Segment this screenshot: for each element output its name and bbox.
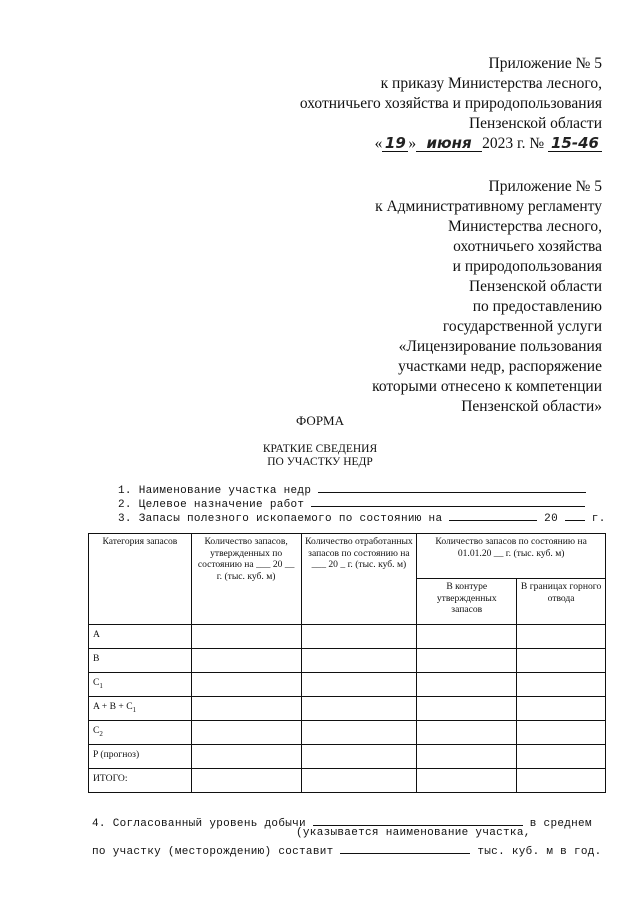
- value-cell[interactable]: [301, 745, 417, 769]
- category-label: B: [93, 652, 100, 664]
- header-line: охотничьего хозяйства: [453, 238, 602, 255]
- item-4-line-2-suffix: тыс. куб. м в год.: [477, 846, 602, 858]
- value-cell[interactable]: [301, 697, 417, 721]
- category-label: A + B + C: [93, 700, 133, 712]
- form-title: ФОРМА: [296, 413, 344, 428]
- value-cell[interactable]: [417, 745, 517, 769]
- value-cell[interactable]: [191, 649, 301, 673]
- value-cell[interactable]: [191, 745, 301, 769]
- item-3-year: 20: [544, 513, 558, 525]
- category-cell: [89, 697, 192, 721]
- date-day-handwritten: 19: [382, 135, 408, 152]
- value-cell[interactable]: [417, 649, 517, 673]
- header-line: Министерства лесного,: [448, 218, 602, 235]
- item-3-label: 3. Запасы полезного ископаемого по состоянию на: [118, 513, 443, 525]
- category-subscript: 1: [99, 681, 103, 690]
- value-cell[interactable]: [417, 625, 517, 649]
- category-cell: [89, 625, 192, 649]
- category-cell: [89, 649, 192, 673]
- item-3-year-blank[interactable]: [565, 509, 585, 521]
- item-3-suffix: г.: [591, 513, 606, 525]
- category-label: C: [93, 676, 100, 688]
- item-4-volume-blank[interactable]: [340, 842, 470, 854]
- value-cell[interactable]: [301, 769, 417, 793]
- header-line: «Лицензирование пользования: [398, 338, 602, 355]
- header-line: государственной услуги: [442, 318, 602, 335]
- header-line: Пензенской области: [468, 278, 602, 295]
- value-cell[interactable]: [301, 649, 417, 673]
- appendix-order-header: [300, 54, 602, 154]
- table-row-total: [89, 769, 606, 793]
- category-cell: [89, 721, 192, 745]
- header-line: Пензенской области: [468, 115, 602, 132]
- value-cell[interactable]: [191, 697, 301, 721]
- table-row: [89, 625, 606, 649]
- value-cell[interactable]: [191, 769, 301, 793]
- item-2-label: 2. Целевое назначение работ: [118, 499, 305, 511]
- value-cell[interactable]: [301, 673, 417, 697]
- value-cell[interactable]: [517, 745, 606, 769]
- table-header-row: [89, 534, 606, 579]
- header-line: к Административному регламенту: [375, 198, 602, 215]
- item-4-blank[interactable]: [313, 814, 523, 826]
- header-line: Приложение № 5: [488, 178, 602, 195]
- value-cell[interactable]: [517, 673, 606, 697]
- subtitle-line-1: КРАТКИЕ СВЕДЕНИЯ: [262, 443, 378, 455]
- value-cell[interactable]: [517, 721, 606, 745]
- subtitle-line-2: ПО УЧАСТКУ НЕДР: [267, 456, 373, 468]
- value-cell[interactable]: [417, 721, 517, 745]
- item-1-blank[interactable]: [318, 481, 586, 493]
- item-3-date-blank[interactable]: [449, 509, 537, 521]
- table-row: [89, 697, 606, 721]
- item-4-suffix: в среднем: [529, 818, 592, 830]
- reserves-table: [88, 533, 606, 793]
- header-worked-reserves: Количество отработанных запасов по состоянию на ___ 20 _ г. (тыс. куб. м): [301, 534, 417, 625]
- item-4-note: (указывается наименование участка,: [296, 827, 531, 839]
- date-month-handwritten: июня: [416, 135, 482, 152]
- table-row: [89, 721, 606, 745]
- order-date-line: [300, 134, 602, 154]
- item-3-line: [118, 509, 606, 525]
- value-cell[interactable]: [517, 697, 606, 721]
- category-label: P (прогноз): [93, 748, 140, 760]
- category-label: ИТОГО:: [93, 772, 128, 784]
- category-label: A: [93, 628, 100, 640]
- value-cell[interactable]: [191, 721, 301, 745]
- value-cell[interactable]: [417, 697, 517, 721]
- date-quote-open: «: [374, 135, 383, 152]
- item-4-line-2-label: по участку (месторождению) составит: [92, 846, 334, 858]
- date-quote-close: »: [408, 135, 417, 152]
- value-cell[interactable]: [191, 673, 301, 697]
- header-current-reserves: Количество запасов по состоянию на 01.01.20 __ г. (тыс. куб. м): [417, 534, 606, 579]
- value-cell[interactable]: [301, 721, 417, 745]
- category-cell: [89, 673, 192, 697]
- header-category: Категория запасов: [89, 534, 192, 625]
- header-in-contour: В контуре утвержденных запасов: [417, 579, 517, 625]
- category-label: C: [93, 724, 100, 736]
- item-4-label: 4. Согласованный уровень добычи: [92, 818, 306, 830]
- table-row: [89, 673, 606, 697]
- item-1-label: 1. Наименование участка недр: [118, 485, 312, 497]
- value-cell[interactable]: [301, 625, 417, 649]
- category-cell: [89, 745, 192, 769]
- header-line: Пензенской области»: [461, 398, 602, 415]
- category-subscript: 1: [132, 705, 137, 714]
- category-subscript: 2: [99, 729, 103, 738]
- appendix-regulation-header: [372, 177, 602, 417]
- value-cell[interactable]: [417, 769, 517, 793]
- value-cell[interactable]: [417, 673, 517, 697]
- header-line: которыми отнесено к компетенции: [372, 378, 602, 395]
- value-cell[interactable]: [191, 625, 301, 649]
- header-line: по предоставлению: [472, 298, 602, 315]
- category-cell: [89, 769, 192, 793]
- header-line: к приказу Министерства лесного,: [380, 75, 602, 92]
- item-2-blank[interactable]: [311, 495, 585, 507]
- table-row: [89, 745, 606, 769]
- header-line: участками недр, распоряжение: [398, 358, 602, 375]
- value-cell[interactable]: [517, 625, 606, 649]
- header-approved-reserves: Количество запасов, утвержденных по состоянию на ___ 20 __ г. (тыс. куб. м): [191, 534, 301, 625]
- item-4-line-2: [92, 842, 602, 858]
- table-row: [89, 649, 606, 673]
- header-mining-allotment: В границах горного отвода: [517, 579, 606, 625]
- header-line: Приложение № 5: [488, 55, 602, 72]
- date-year: 2023 г. №: [482, 135, 545, 152]
- value-cell[interactable]: [517, 649, 606, 673]
- header-line: и природопользования: [452, 258, 602, 275]
- order-number-handwritten: 15-46: [548, 135, 602, 152]
- value-cell[interactable]: [517, 769, 606, 793]
- header-line: охотничьего хозяйства и природопользования: [299, 95, 602, 112]
